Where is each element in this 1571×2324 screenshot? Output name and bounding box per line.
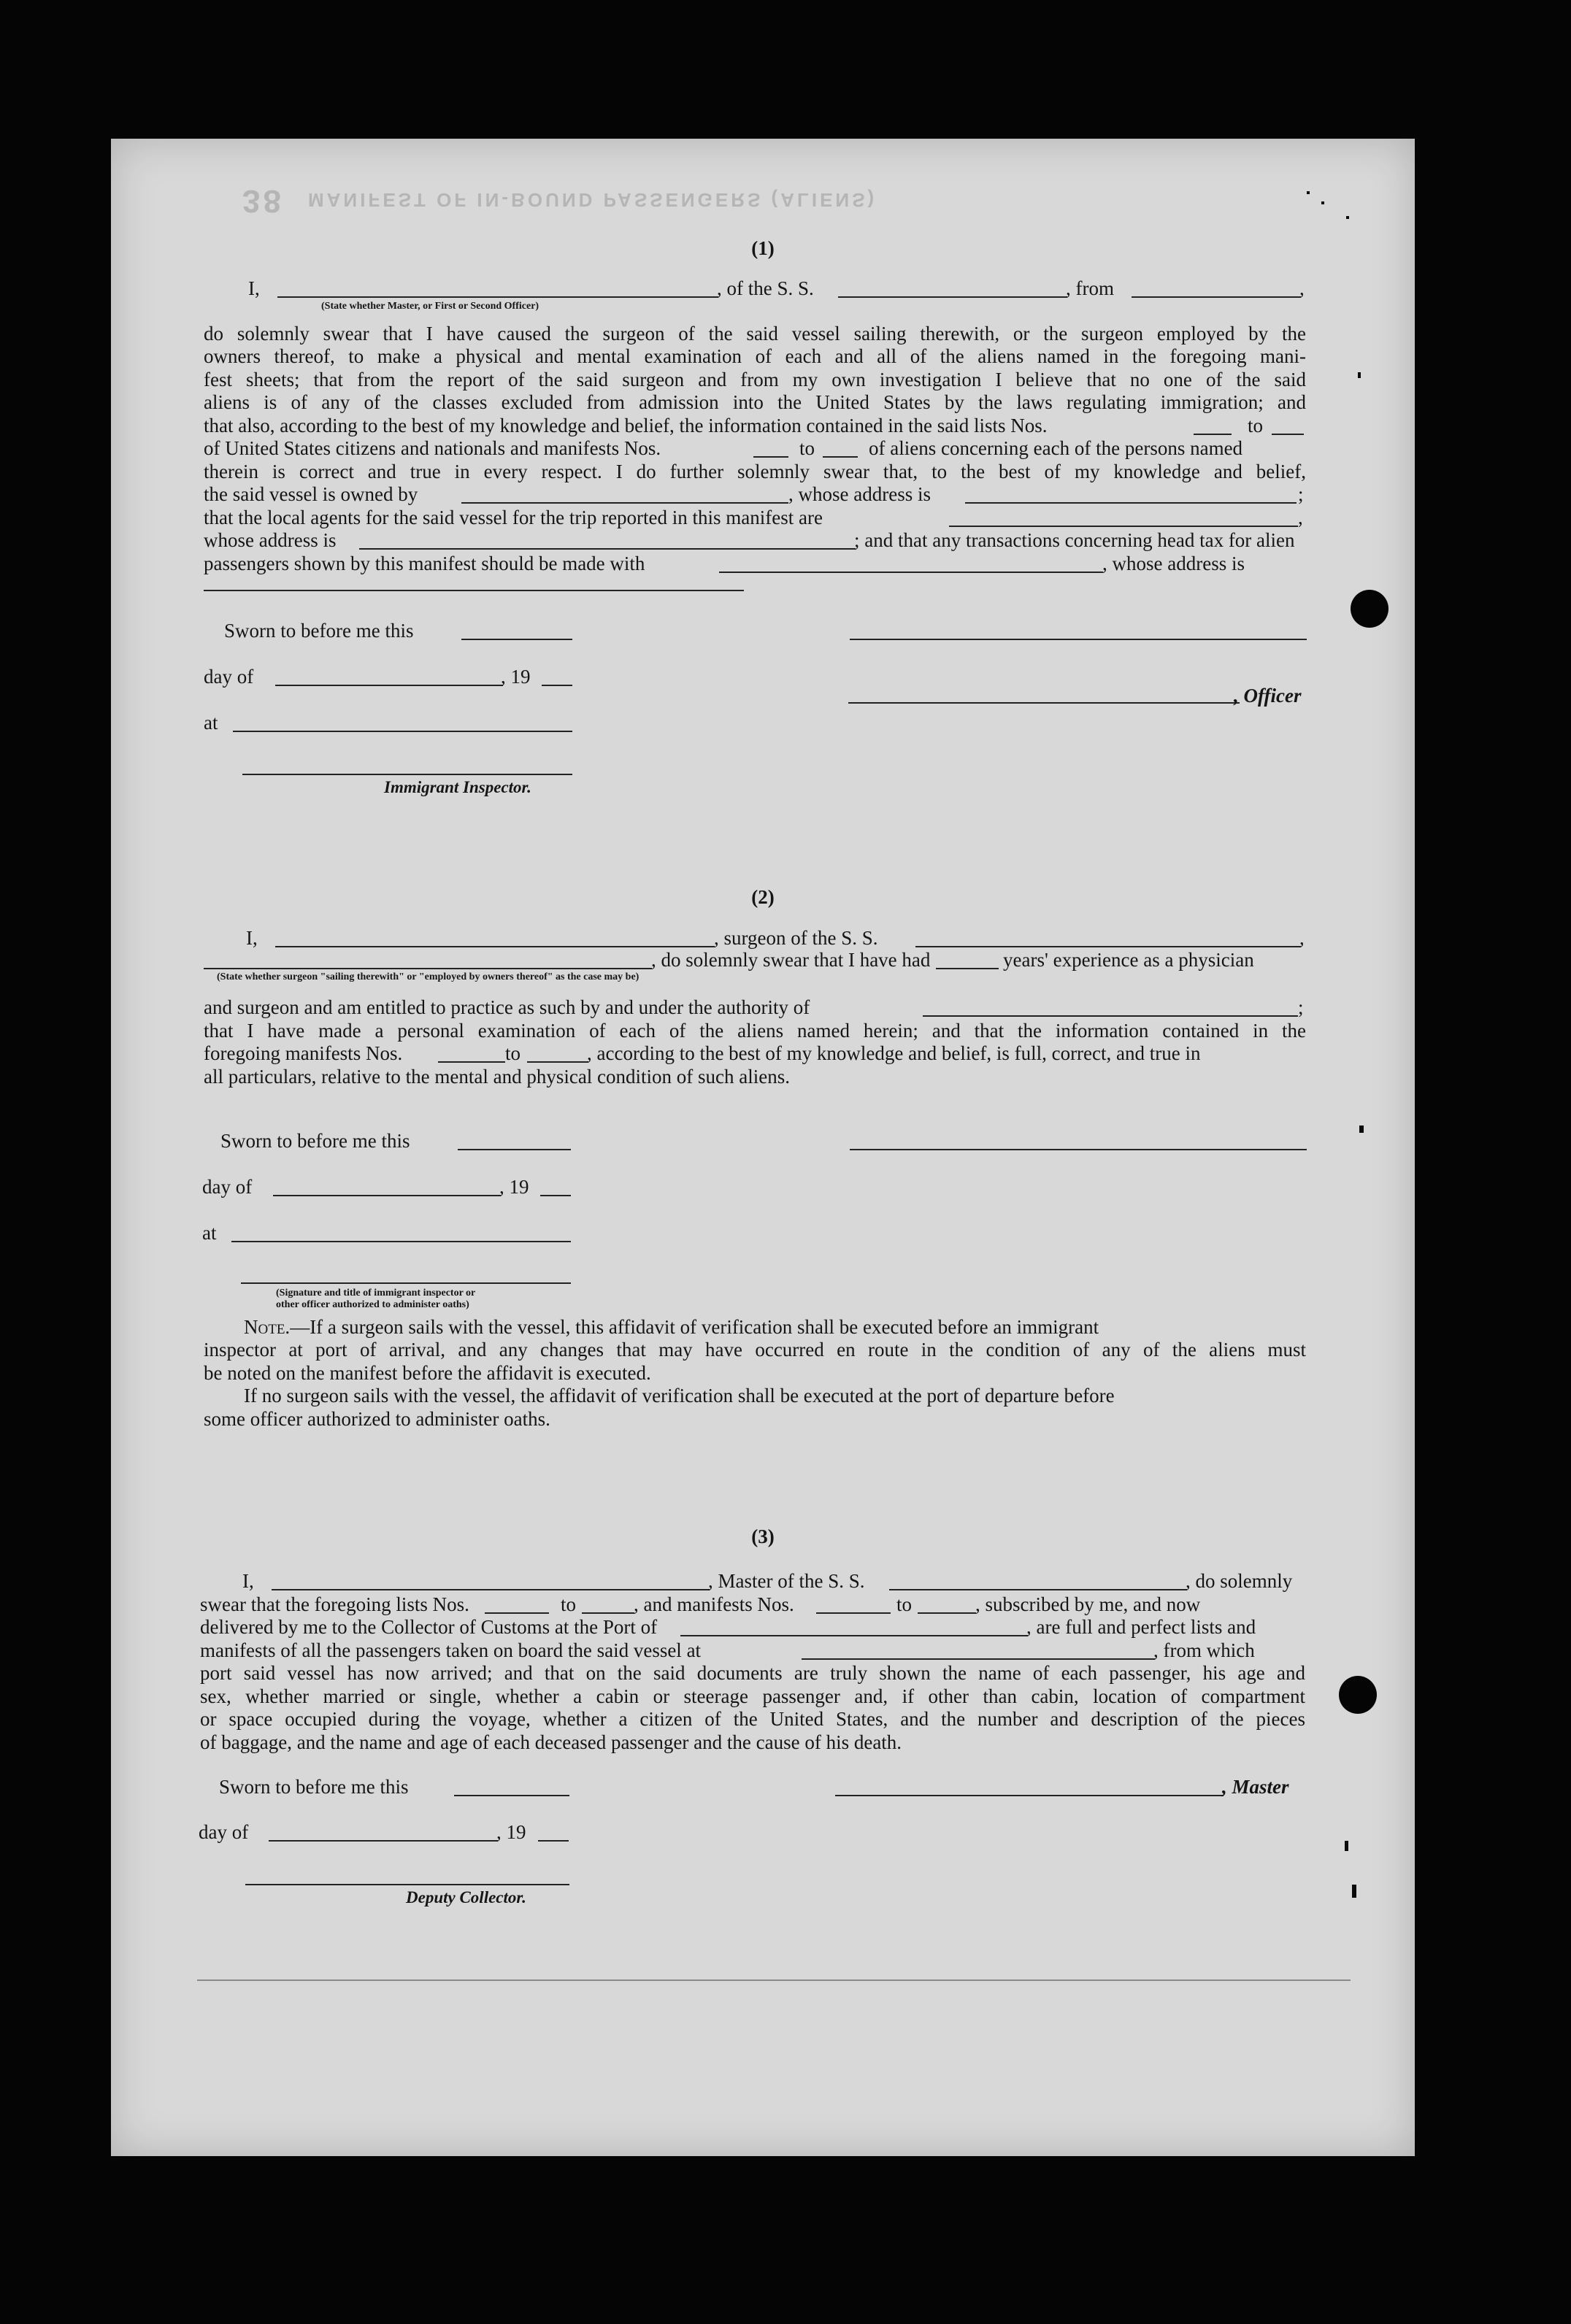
s2-sig-note-1: (Signature and title of immigrant inspector or [276,1288,476,1298]
s2-note-line-5: some officer authorized to administer oaths. [204,1408,550,1430]
s1-inspector-signature-blank[interactable] [242,774,572,775]
s3-line-4b: , from which [1153,1639,1255,1661]
form-page [111,139,1415,2156]
s3-line-5: port said vessel has now arrived; and that on the said documents are truly shown the name of each passenger, his age and [200,1662,1305,1684]
s2-line-4b: , according to the best of my knowledge and belief, is full, correct, and true in [587,1042,1201,1064]
s1-officer-name-blank[interactable] [277,296,718,298]
margin-speck [1321,201,1324,204]
s1-note-master: (State whether Master, or First or Second Officer) [321,301,539,312]
s1-year-blank[interactable] [542,685,572,686]
s1-at-blank[interactable] [233,731,572,732]
bleed-through-number: 38 [242,183,284,219]
s1-line-4: aliens is of any of the classes excluded from admission into the United States by the laws regulating immigration; and [204,391,1306,413]
s1-year: , 19 [501,666,531,688]
s1-owner-blank[interactable] [461,502,788,504]
s3-day-blank[interactable] [269,1840,498,1842]
s1-comma-2: , [1298,507,1303,528]
s1-line-11: passengers shown by this manifest should be made with [204,553,645,574]
s1-line-2: owners thereof, to make a physical and mental examination of each and all of the aliens named in the foregoing mani- [204,345,1306,367]
s3-sworn: Sworn to before me this [219,1776,409,1798]
s3-vessel-blank[interactable] [889,1589,1187,1590]
s3-year-blank[interactable] [538,1840,569,1842]
s3-day-of: day of [199,1821,249,1843]
s1-lists-from-blank[interactable] [1194,434,1232,435]
s1-comma: , [1299,277,1305,299]
s3-line-7: or space occupied during the voyage, whether a citizen of the United States, and the number and description of the pieces [200,1708,1305,1730]
s1-line-1: do solemnly swear that I have caused the surgeon of the said vessel sailing therewith, or the surgeon employed by the [204,323,1306,345]
s2-note-line-4: If no surgeon sails with the vessel, the affidavit of verification shall be executed at the port of departure before [244,1385,1115,1407]
s1-line-8: the said vessel is owned by [204,483,418,505]
s1-line-3: fest sheets; that from the report of the said surgeon and from my own investigation I believe that no one of the said [204,369,1306,390]
s3-deputy-signature-blank[interactable] [245,1884,569,1885]
s2-note-1-text: —If a surgeon sails with the vessel, this affidavit of verification shall be executed before an immigrant [290,1316,1099,1338]
s3-port-blank[interactable] [680,1635,1028,1636]
s1-line-6: of United States citizens and nationals and manifests Nos. [204,437,661,459]
s2-surgeon-of: , surgeon of the S. S. [714,927,878,949]
s1-head-tax-party-blank[interactable] [719,572,1103,573]
s1-head-tax: ; and that any transactions concerning head tax for alien [854,529,1295,551]
s3-line-2b: , and manifests Nos. [634,1593,794,1615]
s3-line-3a: delivered by me to the Collector of Customs at the Port of [200,1616,658,1638]
s2-swear-experience: , do solemnly swear that I have had [651,949,931,971]
s3-master-label: , Master [1222,1776,1289,1798]
s3-deputy-label: Deputy Collector. [406,1888,526,1906]
s1-vessel-name-blank[interactable] [838,296,1067,298]
s2-sworn-blank[interactable] [458,1149,571,1150]
s3-manifests-to-blank[interactable] [918,1612,976,1614]
s1-day-blank[interactable] [275,685,503,686]
s3-year: , 19 [496,1821,526,1843]
s2-surgeon-name-blank[interactable] [275,946,715,947]
s1-head-tax-address-blank[interactable] [204,590,744,591]
s1-from: , from [1066,277,1114,299]
s1-agents-address-blank[interactable] [359,548,856,550]
s1-line-7: therein is correct and true in every respect. I do further solemnly swear that, to the best of my knowledge and belief, [204,461,1306,482]
s2-manifests-from-blank[interactable] [438,1061,505,1063]
s2-sailing-status-blank[interactable] [204,968,652,969]
s1-aliens-concerning: of aliens concerning each of the persons named [869,437,1243,459]
s1-officer-label: , Officer [1234,685,1302,707]
s3-line-4a: manifests of all the passengers taken on board the said vessel at [200,1639,702,1661]
section-3-number: (3) [751,1525,775,1547]
margin-speck [1359,1126,1364,1133]
s2-line-5: all particulars, relative to the mental and physical condition of such aliens. [204,1066,790,1088]
s1-inspector-label: Immigrant Inspector. [384,778,531,796]
s2-years-blank[interactable] [936,968,999,969]
s3-master-of: , Master of the S. S. [708,1570,865,1592]
s2-surgeon-signature-blank[interactable] [850,1149,1307,1150]
s1-to-1: to [1248,415,1264,436]
s2-sig-note-2: other officer authorized to administer oaths) [276,1299,469,1310]
s1-sworn: Sworn to before me this [224,620,414,642]
s3-do-solemnly: , do solemnly [1186,1570,1293,1592]
s2-note-line-2: inspector at port of arrival, and any changes that may have occurred en route in the condition of any of the aliens must [204,1339,1306,1361]
s1-sworn-blank[interactable] [461,639,572,640]
s2-authority-blank[interactable] [923,1015,1298,1017]
s1-line-9: that the local agents for the said vessel for the trip reported in this manifest are [204,507,823,528]
s2-comma: , [1299,927,1305,949]
s3-line-6: sex, whether married or single, whether a cabin or steerage passenger and, if other than cabin, location of compartment [200,1685,1305,1707]
s2-line-3: that I have made a personal examination of each of the aliens named herein; and that the information contained in the [204,1020,1306,1042]
s1-manifests-to-blank[interactable] [823,456,858,458]
bottom-rule [197,1979,1351,1981]
s2-note-label: Note. [244,1316,291,1338]
bleed-through-header: MANIFEST OF IN-BOUND PASSENGERS (ALIENS) [308,189,877,211]
s3-master-signature-blank[interactable] [835,1795,1224,1796]
s1-owner-address-label: , whose address is [788,483,931,505]
s1-from-port-blank[interactable] [1132,296,1301,298]
s3-manifests-from-blank[interactable] [816,1612,891,1614]
s3-line-2a: swear that the foregoing lists Nos. [200,1593,469,1615]
s3-to-1: to [561,1593,577,1615]
s1-whose-address-end: , whose address is [1102,553,1245,574]
s1-master-signature-blank[interactable] [850,639,1307,640]
s1-manifests-from-blank[interactable] [753,456,788,458]
s1-officer-signature-blank[interactable] [848,702,1240,704]
s2-inspector-signature-blank[interactable] [241,1282,571,1284]
margin-speck [1307,191,1310,194]
s3-oath-open: I, [242,1570,254,1592]
s2-line-4a: foregoing manifests Nos. [204,1042,403,1064]
s2-years-experience: years' experience as a physician [1003,949,1254,971]
s1-day-of: day of [204,666,254,688]
margin-speck [1358,372,1361,378]
s2-day-blank[interactable] [273,1195,501,1196]
s2-sworn: Sworn to before me this [220,1130,410,1152]
margin-speck [1346,216,1349,219]
punch-hole-top [1351,590,1388,628]
s3-line-8: of baggage, and the name and age of each deceased passenger and the cause of his death. [200,1731,902,1753]
s3-boarding-port-blank[interactable] [802,1658,1155,1660]
s1-oath-open: I, [248,277,260,299]
s1-line-10: whose address is [204,529,337,551]
s2-vessel-blank[interactable] [915,946,1301,947]
s3-line-3b: , are full and perfect lists and [1026,1616,1256,1638]
s2-at-blank[interactable] [231,1241,571,1242]
s1-local-agents-blank[interactable] [949,526,1298,527]
s2-year: , 19 [499,1176,529,1198]
s2-year-blank[interactable] [540,1195,571,1196]
s3-to-2: to [896,1593,913,1615]
s1-at: at [204,712,218,734]
s2-line-2: and surgeon and am entitled to practice as such by and under the authority of [204,996,810,1018]
s2-note-line-3: be noted on the manifest before the affidavit is executed. [204,1362,651,1384]
s2-oath-open: I, [246,927,258,949]
s1-of-ss: , of the S. S. [717,277,814,299]
margin-speck [1352,1885,1356,1898]
s1-owner-address-blank[interactable] [965,502,1297,504]
margin-speck [1345,1841,1348,1851]
s1-to-2: to [799,437,815,459]
s3-lists-to-blank[interactable] [582,1612,634,1614]
s2-at: at [202,1222,217,1244]
s2-day-of: day of [202,1176,253,1198]
s1-semicolon-1: ; [1298,483,1304,505]
s3-line-2c: , subscribed by me, and now [975,1593,1201,1615]
s1-line-5: that also, according to the best of my knowledge and belief, the information contained in the said lists Nos. [204,415,1048,436]
s3-master-name-blank[interactable] [272,1589,710,1590]
s2-semicolon: ; [1298,996,1304,1018]
s2-note-surgeon: (State whether surgeon "sailing therewith" or "employed by owners thereof" as the case may be) [217,971,639,982]
s2-note-line-1 [244,1316,1099,1339]
s1-lists-to-blank[interactable] [1272,434,1304,435]
s2-manifests-to-blank[interactable] [527,1061,588,1063]
section-2-number: (2) [751,886,775,908]
s3-sworn-blank[interactable] [454,1795,569,1796]
s2-to: to [505,1042,521,1064]
section-1-number: (1) [751,237,775,259]
punch-hole-bottom [1339,1676,1377,1714]
s3-lists-from-blank[interactable] [485,1612,549,1614]
